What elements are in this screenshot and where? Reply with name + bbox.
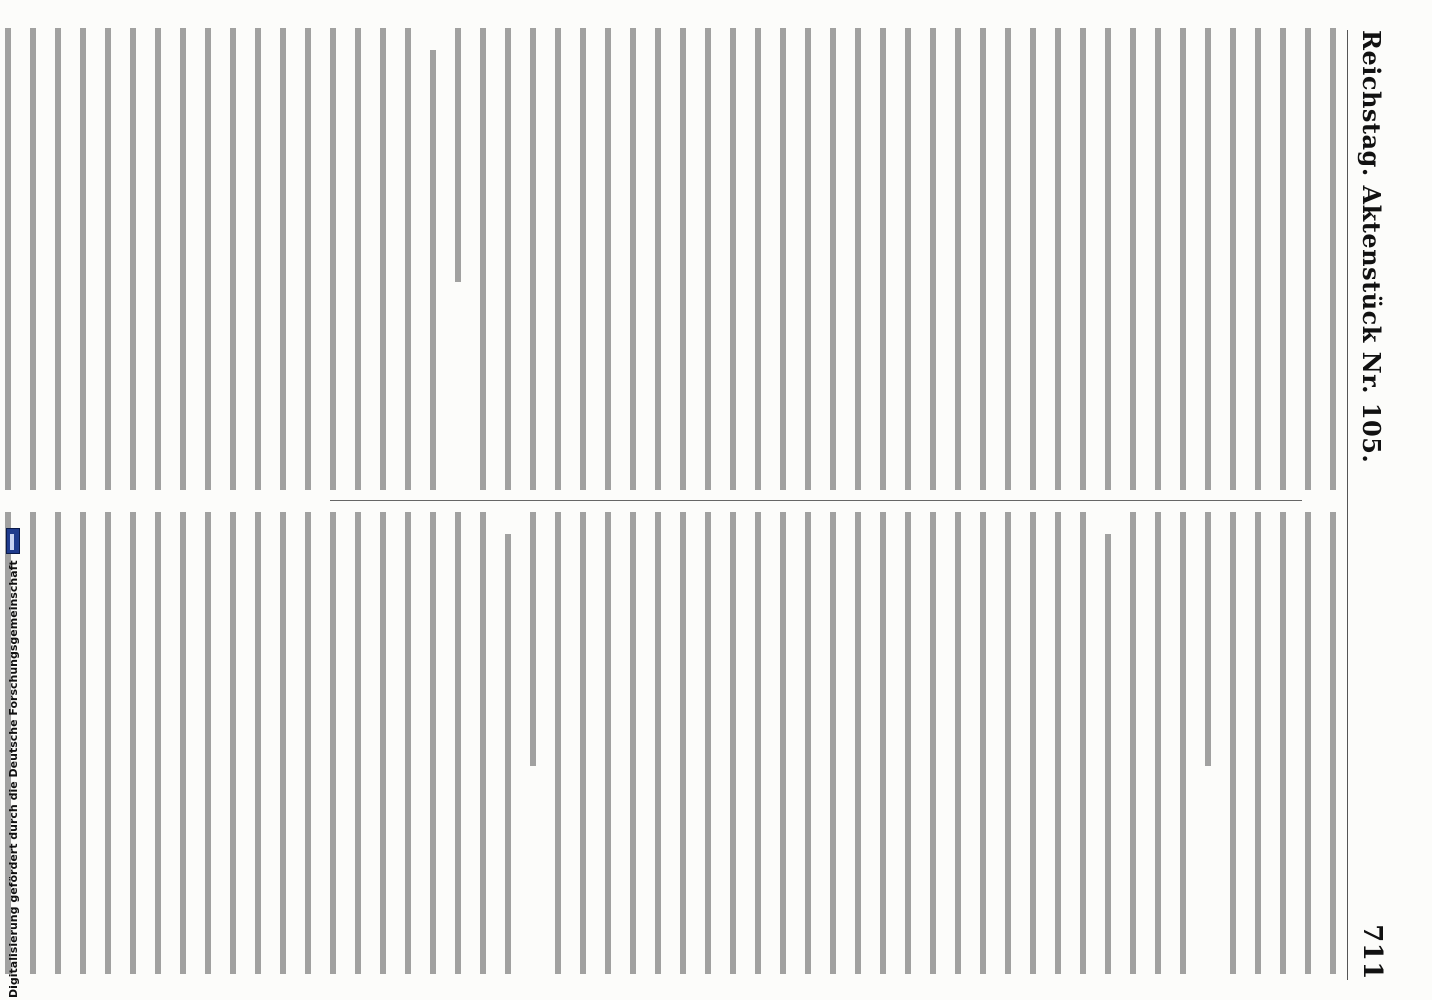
column-divider (330, 500, 1302, 501)
header-title: Reichstag. Aktenstück Nr. 105. (1357, 30, 1387, 464)
header-rule (1347, 30, 1348, 980)
page-header (1348, 30, 1396, 980)
text-column-right (80, 512, 1338, 974)
page-number: 711 (1357, 924, 1387, 980)
imprint-text: Digitalisierung gefördert durch die Deutsche Forschungsgemeinschaft (6, 560, 20, 998)
text-column-left (80, 28, 1338, 490)
digitization-imprint (6, 528, 20, 998)
dfg-logo-icon (6, 528, 20, 554)
